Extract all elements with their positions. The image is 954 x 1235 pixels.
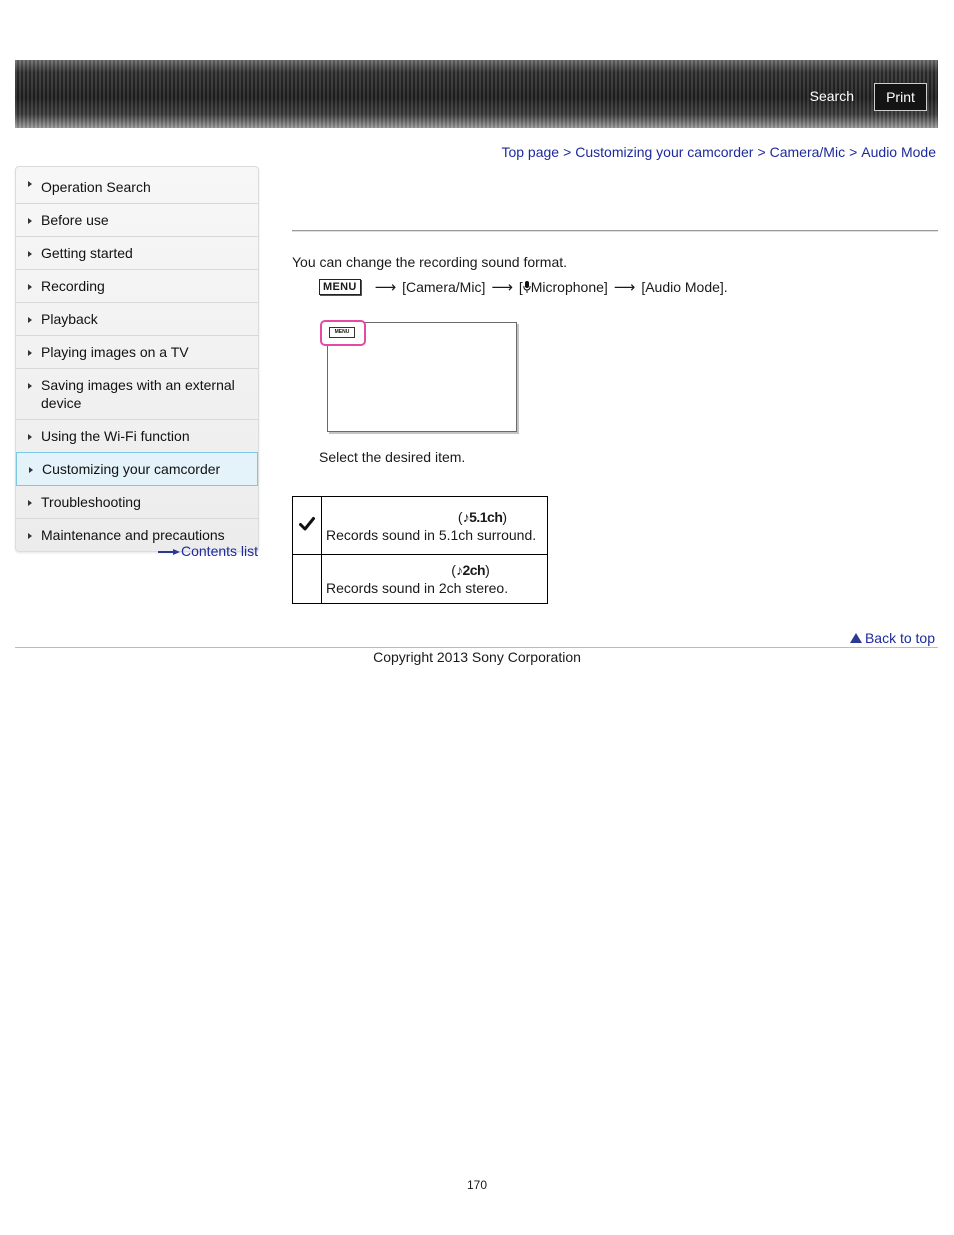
option-cell[interactable] xyxy=(322,555,548,604)
copyright-text: Copyright 2013 Sony Corporation xyxy=(373,649,581,665)
selected-check-cell xyxy=(293,555,322,604)
chevron-right-icon xyxy=(28,181,32,187)
sidebar-item-label: Maintenance and precautions xyxy=(41,527,225,543)
arrow-right-icon: ⟶ xyxy=(613,279,636,296)
sidebar-item-label: Recording xyxy=(41,278,105,294)
sidebar-item-label: Customizing your camcorder xyxy=(42,461,221,477)
option-name: (♪5.1ch) xyxy=(457,508,508,525)
sidebar-item-label: Using the Wi-Fi function xyxy=(41,428,190,444)
audio-2ch-icon: ♪2ch xyxy=(455,562,486,578)
step-audio-mode: [Audio Mode]. xyxy=(641,279,728,295)
page-number: 170 xyxy=(466,1178,488,1192)
triangle-up-icon xyxy=(850,633,862,643)
chevron-right-icon xyxy=(28,383,32,389)
breadcrumb-customizing[interactable]: Customizing your camcorder xyxy=(575,144,754,160)
breadcrumb-audio-mode[interactable]: Audio Mode xyxy=(861,144,936,160)
sidebar-item-label: Operation Search xyxy=(41,179,151,195)
sidebar-item-before-use[interactable] xyxy=(16,204,258,237)
sidebar-nav xyxy=(15,166,259,552)
breadcrumb-separator: > xyxy=(849,144,858,160)
search-link[interactable]: Search xyxy=(809,88,854,104)
sidebar-item-recording[interactable] xyxy=(16,270,258,303)
arrow-right-icon: ⟶ xyxy=(374,279,397,296)
sidebar-item-label: Playback xyxy=(41,311,98,327)
sidebar-item-label: Playing images on a TV xyxy=(41,344,189,360)
sidebar-item-label: Getting started xyxy=(41,245,133,261)
sidebar-item-label: Troubleshooting xyxy=(41,494,141,510)
title-divider xyxy=(292,230,938,232)
chevron-right-icon xyxy=(28,251,32,257)
option-description: Records sound in 5.1ch surround. xyxy=(326,526,537,543)
chevron-right-icon xyxy=(29,467,33,473)
microphone-icon xyxy=(523,281,531,293)
step-microphone: Microphone] xyxy=(530,279,608,295)
menu-path xyxy=(319,278,728,296)
selected-check-cell xyxy=(293,497,322,555)
table-row xyxy=(293,555,548,604)
intro-text: You can change the recording sound format. xyxy=(292,254,568,270)
options-table xyxy=(292,496,548,604)
chevron-right-icon xyxy=(28,434,32,440)
breadcrumb xyxy=(501,144,936,160)
chevron-right-icon xyxy=(28,500,32,506)
menu-button-highlight xyxy=(320,320,366,346)
breadcrumb-top-page[interactable]: Top page xyxy=(501,144,560,160)
sidebar-item-label: Saving images with an external device xyxy=(41,377,235,411)
sidebar-item-customizing[interactable] xyxy=(16,452,258,486)
audio-5-1ch-icon: ♪5.1ch xyxy=(462,508,503,525)
breadcrumb-separator: > xyxy=(563,144,572,160)
breadcrumb-separator: > xyxy=(757,144,766,160)
print-button[interactable]: Print xyxy=(874,83,927,111)
chevron-right-icon xyxy=(28,533,32,539)
sidebar-item-playing-on-tv[interactable] xyxy=(16,336,258,369)
contents-list-link[interactable] xyxy=(158,543,258,559)
sidebar-item-troubleshooting[interactable] xyxy=(16,486,258,519)
checkmark-icon xyxy=(299,516,315,532)
step-bracket: [ xyxy=(518,279,523,295)
sidebar-item-operation-search[interactable] xyxy=(16,167,258,204)
sidebar-item-saving-images[interactable] xyxy=(16,369,258,420)
sidebar-item-getting-started[interactable] xyxy=(16,237,258,270)
sidebar-item-playback[interactable] xyxy=(16,303,258,336)
chevron-right-icon xyxy=(28,317,32,323)
back-to-top-label: Back to top xyxy=(864,630,935,646)
menu-button-icon: MENU xyxy=(329,327,355,338)
back-to-top-link[interactable] xyxy=(850,630,935,646)
header-bar xyxy=(15,60,938,128)
chevron-right-icon xyxy=(28,350,32,356)
step-camera-mic: [Camera/Mic] xyxy=(402,279,486,295)
select-instruction: Select the desired item. xyxy=(319,449,466,465)
sidebar-item-wifi[interactable] xyxy=(16,420,258,453)
breadcrumb-camera-mic[interactable]: Camera/Mic xyxy=(769,144,846,160)
footer-divider xyxy=(15,647,938,648)
table-row xyxy=(293,497,548,555)
arrow-right-icon: ⟶ xyxy=(491,279,513,296)
sidebar-item-label: Before use xyxy=(41,212,109,228)
arrow-right-icon xyxy=(158,549,180,555)
option-cell[interactable] xyxy=(322,497,548,555)
contents-list-label: Contents list xyxy=(181,543,259,559)
chevron-right-icon xyxy=(28,218,32,224)
chevron-right-icon xyxy=(28,284,32,290)
option-description: Records sound in 2ch stereo. xyxy=(326,580,509,596)
menu-key-icon: MENU xyxy=(319,279,361,295)
option-name: (♪2ch) xyxy=(451,562,490,578)
